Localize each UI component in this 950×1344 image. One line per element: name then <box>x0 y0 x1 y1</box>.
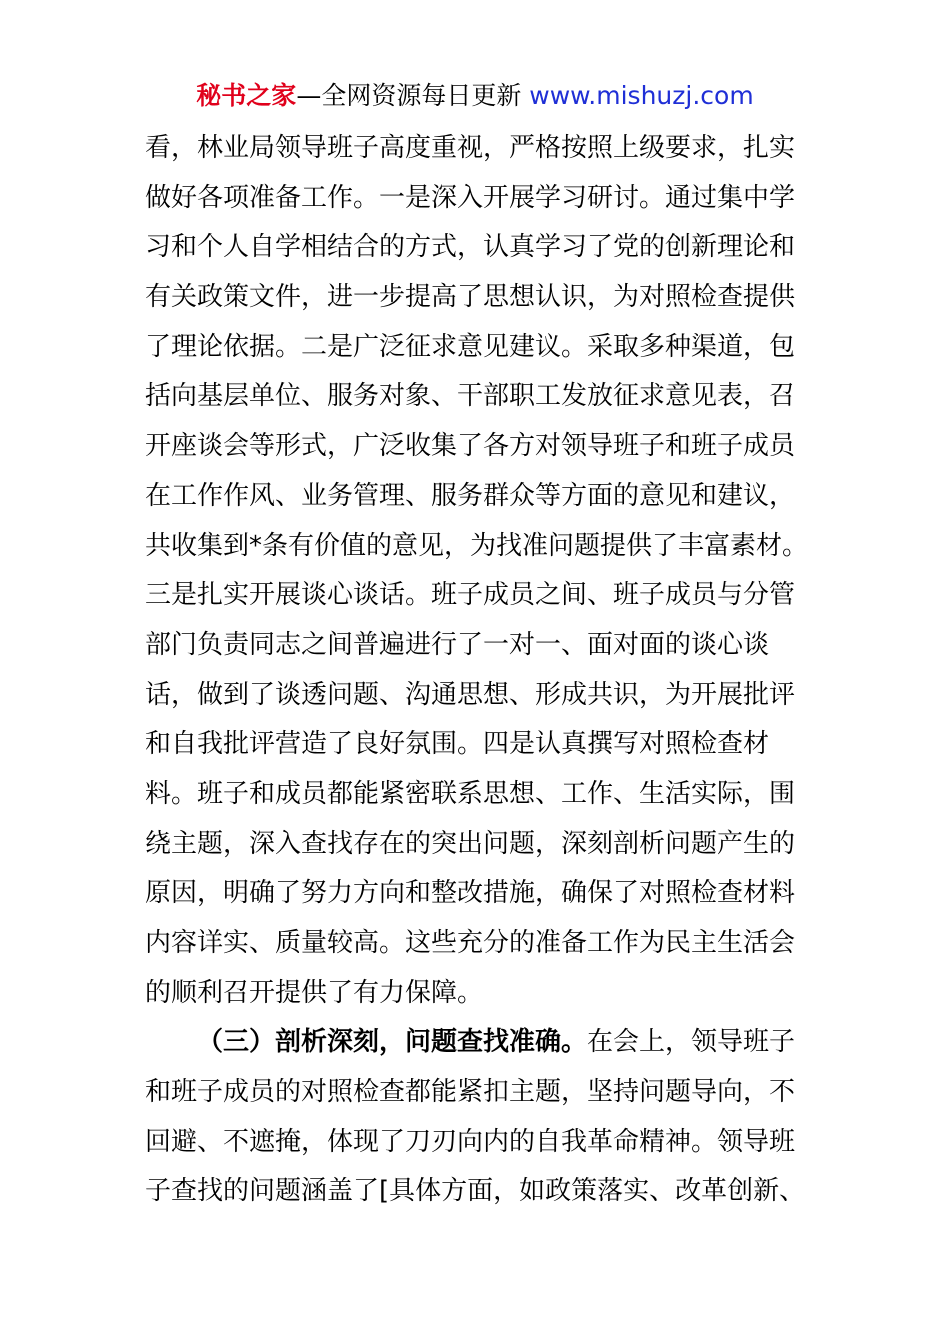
text-line: 开座谈会等形式，广泛收集了各方对领导班子和班子成员 <box>145 431 796 462</box>
text-line: 三是扎实开展谈心谈话。班子成员之间、班子成员与分管 <box>145 580 796 611</box>
text-line: 有关政策文件，进一步提高了思想认识，为对照检查提供 <box>145 282 796 313</box>
text-line: 在工作作风、业务管理、服务群众等方面的意见和建议， <box>145 480 796 511</box>
site-link[interactable]: www.mishuzj.com <box>529 81 754 110</box>
section-text: 在会上，领导班子 <box>587 1027 796 1058</box>
text-line: 部门负责同志之间普遍进行了一对一、面对面的谈心谈 <box>145 629 770 660</box>
text-line: 共收集到*条有价值的意见，为找准问题提供了丰富素材。 <box>145 530 809 561</box>
text-line: 子查找的问题涵盖了[具体方面，如政策落实、改革创新、 <box>145 1176 806 1207</box>
document-body <box>145 124 815 1217</box>
text-line: 料。班子和成员都能紧密联系思想、工作、生活实际，围 <box>145 778 796 809</box>
section-heading: （三）剖析深刻，问题查找准确。 <box>197 1027 588 1058</box>
text-line: 做好各项准备工作。一是深入开展学习研讨。通过集中学 <box>145 182 796 213</box>
text-line: 看，林业局领导班子高度重视，严格按照上级要求，扎实 <box>145 133 796 163</box>
text-line: 绕主题，深入查找存在的突出问题，深刻剖析问题产生的 <box>145 828 796 859</box>
text-line: 原因，明确了努力方向和整改措施，确保了对照检查材料 <box>145 878 796 909</box>
page-header <box>0 80 950 112</box>
text-line: 和自我批评营造了良好氛围。四是认真撰写对照检查材 <box>145 729 770 760</box>
text-line: 括向基层单位、服务对象、干部职工发放征求意见表，召 <box>145 381 796 412</box>
text-line: 和班子成员的对照检查都能紧扣主题，坚持问题导向，不 <box>145 1077 796 1108</box>
text-line: 话，做到了谈透问题、沟通思想、形成共识，为开展批评 <box>145 679 796 710</box>
brand-name: 秘书之家 <box>196 81 297 110</box>
text-line: 了理论依据。二是广泛征求意见建议。采取多种渠道，包 <box>145 331 796 362</box>
section-heading-line <box>145 1018 815 1068</box>
header-tagline: —全网资源每日更新 <box>296 81 530 110</box>
text-line: 习和个人自学相结合的方式，认真学习了党的创新理论和 <box>145 232 796 263</box>
text-line: 回避、不遮掩，体现了刀刃向内的自我革命精神。领导班 <box>145 1126 796 1157</box>
text-line: 内容详实、质量较高。这些充分的准备工作为民主生活会 <box>145 928 796 958</box>
text-line: 的顺利召开提供了有力保障。 <box>145 977 484 1008</box>
